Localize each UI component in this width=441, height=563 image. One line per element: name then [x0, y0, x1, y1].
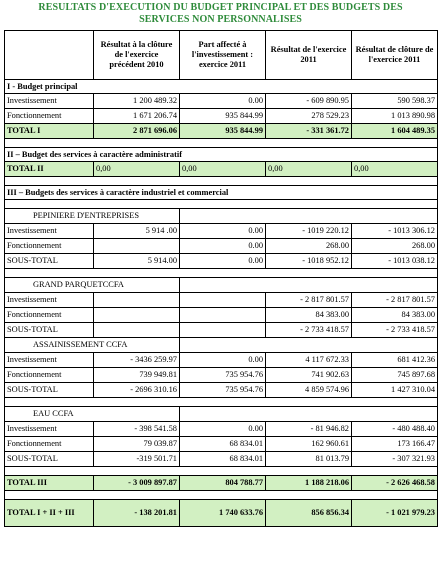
total-value: 1 188 218.06 [266, 476, 352, 491]
total-row [5, 162, 438, 177]
cell-value: 268.00 [352, 239, 438, 254]
cell-value: - 3436 259.97 [94, 353, 180, 368]
cell-value: - 1019 220.12 [266, 224, 352, 239]
cell-value: 0.00 [180, 254, 266, 269]
cell-value: 162 960.61 [266, 437, 352, 452]
spacer-row [5, 200, 438, 209]
document-title [0, 2, 441, 30]
cell-value: - 1013 038.12 [352, 254, 438, 269]
grand-total-value: 1 740 633.76 [180, 500, 266, 527]
cell-value: - 1013 306.12 [352, 224, 438, 239]
header-cell-closing-result: Résultat de clôture de l'exercice 2011 [352, 31, 438, 80]
cell-value: 0.00 [180, 224, 266, 239]
section-heading [5, 148, 438, 162]
row-label: Fonctionnement [5, 437, 94, 452]
cell-value: 735 954.76 [180, 383, 266, 398]
spacer-row [5, 467, 438, 476]
table-row [5, 452, 438, 467]
group-heading-blank [180, 338, 438, 353]
cell-value: 935 844.99 [180, 109, 266, 124]
cell-value: 81 013.79 [266, 452, 352, 467]
cell-value: 68 834.01 [180, 452, 266, 467]
table-row [5, 437, 438, 452]
group-heading-blank [180, 278, 438, 293]
row-label: SOUS-TOTAL [5, 452, 94, 467]
cell-value: 0.00 [180, 94, 266, 109]
group-heading-blank [180, 407, 438, 422]
group-heading [5, 338, 438, 353]
results-table [4, 30, 438, 527]
section-2-title: II – Budget des services à caractère administratif [5, 148, 438, 162]
cell-value: - 2 817 801.57 [352, 293, 438, 308]
total-value: 2 871 696.06 [94, 124, 180, 139]
cell-value [94, 293, 180, 308]
table-row [5, 368, 438, 383]
cell-value: 268.00 [266, 239, 352, 254]
cell-value: - 307 321.93 [352, 452, 438, 467]
cell-value: 741 902.63 [266, 368, 352, 383]
cell-value [94, 323, 180, 338]
table-row [5, 308, 438, 323]
table-row [5, 353, 438, 368]
cell-value: 1 427 310.04 [352, 383, 438, 398]
cell-value: 1 200 489.32 [94, 94, 180, 109]
table-row [5, 383, 438, 398]
row-label: Investissement [5, 224, 94, 239]
total-value: 0,00 [352, 162, 438, 177]
spacer-row [5, 177, 438, 186]
total-value: - 3 009 897.87 [94, 476, 180, 491]
cell-value [180, 293, 266, 308]
group-heading-blank [180, 209, 438, 224]
spacer-cell [5, 139, 438, 148]
total-label: TOTAL II [5, 162, 94, 177]
grand-total-label: TOTAL I + II + III [5, 500, 94, 527]
total-value: 1 604 489.35 [352, 124, 438, 139]
cell-value: 0.00 [180, 239, 266, 254]
row-label: SOUS-TOTAL [5, 383, 94, 398]
cell-value: - 2 733 418.57 [352, 323, 438, 338]
section-heading [5, 80, 438, 94]
cell-value: 1 671 206.74 [94, 109, 180, 124]
table-row [5, 94, 438, 109]
cell-value: 79 039.87 [94, 437, 180, 452]
cell-value: 68 834.01 [180, 437, 266, 452]
cell-value: 84 383.00 [352, 308, 438, 323]
spacer-cell [5, 491, 438, 500]
table-row [5, 224, 438, 239]
total-value: - 2 626 468.58 [352, 476, 438, 491]
row-label: Fonctionnement [5, 368, 94, 383]
row-label: SOUS-TOTAL [5, 254, 94, 269]
cell-value: 4 859 574.96 [266, 383, 352, 398]
cell-value: 590 598.37 [352, 94, 438, 109]
header-cell-allocated: Part affecté à l'investissement : exercice 2011 [180, 31, 266, 80]
table-row [5, 239, 438, 254]
cell-value: 278 529.23 [266, 109, 352, 124]
table-row [5, 323, 438, 338]
row-label: Investissement [5, 353, 94, 368]
cell-value: -319 501.71 [94, 452, 180, 467]
group-heading [5, 209, 438, 224]
row-label: Fonctionnement [5, 239, 94, 254]
spacer-row [5, 491, 438, 500]
group-title: ASSAINISSEMENT CCFA [5, 338, 180, 353]
cell-value: 0.00 [180, 353, 266, 368]
total-value: - 331 361.72 [266, 124, 352, 139]
section-heading [5, 186, 438, 200]
header-row [5, 31, 438, 80]
cell-value: 735 954.76 [180, 368, 266, 383]
total-label: TOTAL III [5, 476, 94, 491]
cell-value [180, 323, 266, 338]
cell-value [94, 308, 180, 323]
group-heading [5, 407, 438, 422]
spacer-cell [5, 269, 438, 278]
cell-value [180, 308, 266, 323]
group-heading [5, 278, 438, 293]
spacer-row [5, 398, 438, 407]
total-value: 804 788.77 [180, 476, 266, 491]
header-cell-prior-result: Résultat à la clôture de l'exercice précédent 2010 [94, 31, 180, 80]
cell-value: - 609 890.95 [266, 94, 352, 109]
header-cell-label [5, 31, 94, 80]
table-row [5, 109, 438, 124]
table-row [5, 254, 438, 269]
total-value: 0,00 [94, 162, 180, 177]
table-row [5, 422, 438, 437]
row-label: SOUS-TOTAL [5, 323, 94, 338]
cell-value: - 1018 952.12 [266, 254, 352, 269]
total-row [5, 124, 438, 139]
spacer-cell [5, 177, 438, 186]
grand-total-row [5, 500, 438, 527]
header-cell-year-result: Résultat de l'exercice 2011 [266, 31, 352, 80]
row-label: Investissement [5, 94, 94, 109]
group-title: PEPINIERE D'ENTREPRISES [5, 209, 180, 224]
row-label: Fonctionnement [5, 109, 94, 124]
cell-value: 739 949.81 [94, 368, 180, 383]
title-line-1: RESULTATS D'EXECUTION DU BUDGET PRINCIPAL ET DES BUDGETS DES [38, 2, 403, 13]
cell-value: 84 383.00 [266, 308, 352, 323]
cell-value: 4 117 672.33 [266, 353, 352, 368]
cell-value: 745 897.68 [352, 368, 438, 383]
spacer-cell [5, 200, 438, 209]
grand-total-value: - 1 021 979.23 [352, 500, 438, 527]
group-title: EAU CCFA [5, 407, 180, 422]
cell-value: 681 412.36 [352, 353, 438, 368]
spacer-row [5, 139, 438, 148]
cell-value: - 2 733 418.57 [266, 323, 352, 338]
cell-value: - 81 946.82 [266, 422, 352, 437]
total-label: TOTAL I [5, 124, 94, 139]
section-3-title: III – Budgets des services à caractère industriel et commercial [5, 186, 438, 200]
row-label: Fonctionnement [5, 308, 94, 323]
spacer-cell [5, 467, 438, 476]
cell-value: 5 914 .00 [94, 224, 180, 239]
group-title: GRAND PARQUETCCFA [5, 278, 180, 293]
section-1-title: I - Budget principal [5, 80, 438, 94]
cell-value: - 2 817 801.57 [266, 293, 352, 308]
cell-value: - 2696 310.16 [94, 383, 180, 398]
total-value: 935 844.99 [180, 124, 266, 139]
spacer-row [5, 269, 438, 278]
cell-value: 0.00 [180, 422, 266, 437]
grand-total-value: 856 856.34 [266, 500, 352, 527]
total-value: 0,00 [180, 162, 266, 177]
total-value: 0,00 [266, 162, 352, 177]
grand-total-value: - 138 201.81 [94, 500, 180, 527]
cell-value: - 398 541.58 [94, 422, 180, 437]
title-line-2: SERVICES NON PERSONNALISES [139, 14, 302, 25]
row-label: Investissement [5, 422, 94, 437]
cell-value [94, 239, 180, 254]
row-label: Investissement [5, 293, 94, 308]
cell-value: - 480 488.40 [352, 422, 438, 437]
cell-value: 5 914.00 [94, 254, 180, 269]
cell-value: 173 166.47 [352, 437, 438, 452]
cell-value: 1 013 890.98 [352, 109, 438, 124]
spacer-cell [5, 398, 438, 407]
table-row [5, 293, 438, 308]
total-row [5, 476, 438, 491]
